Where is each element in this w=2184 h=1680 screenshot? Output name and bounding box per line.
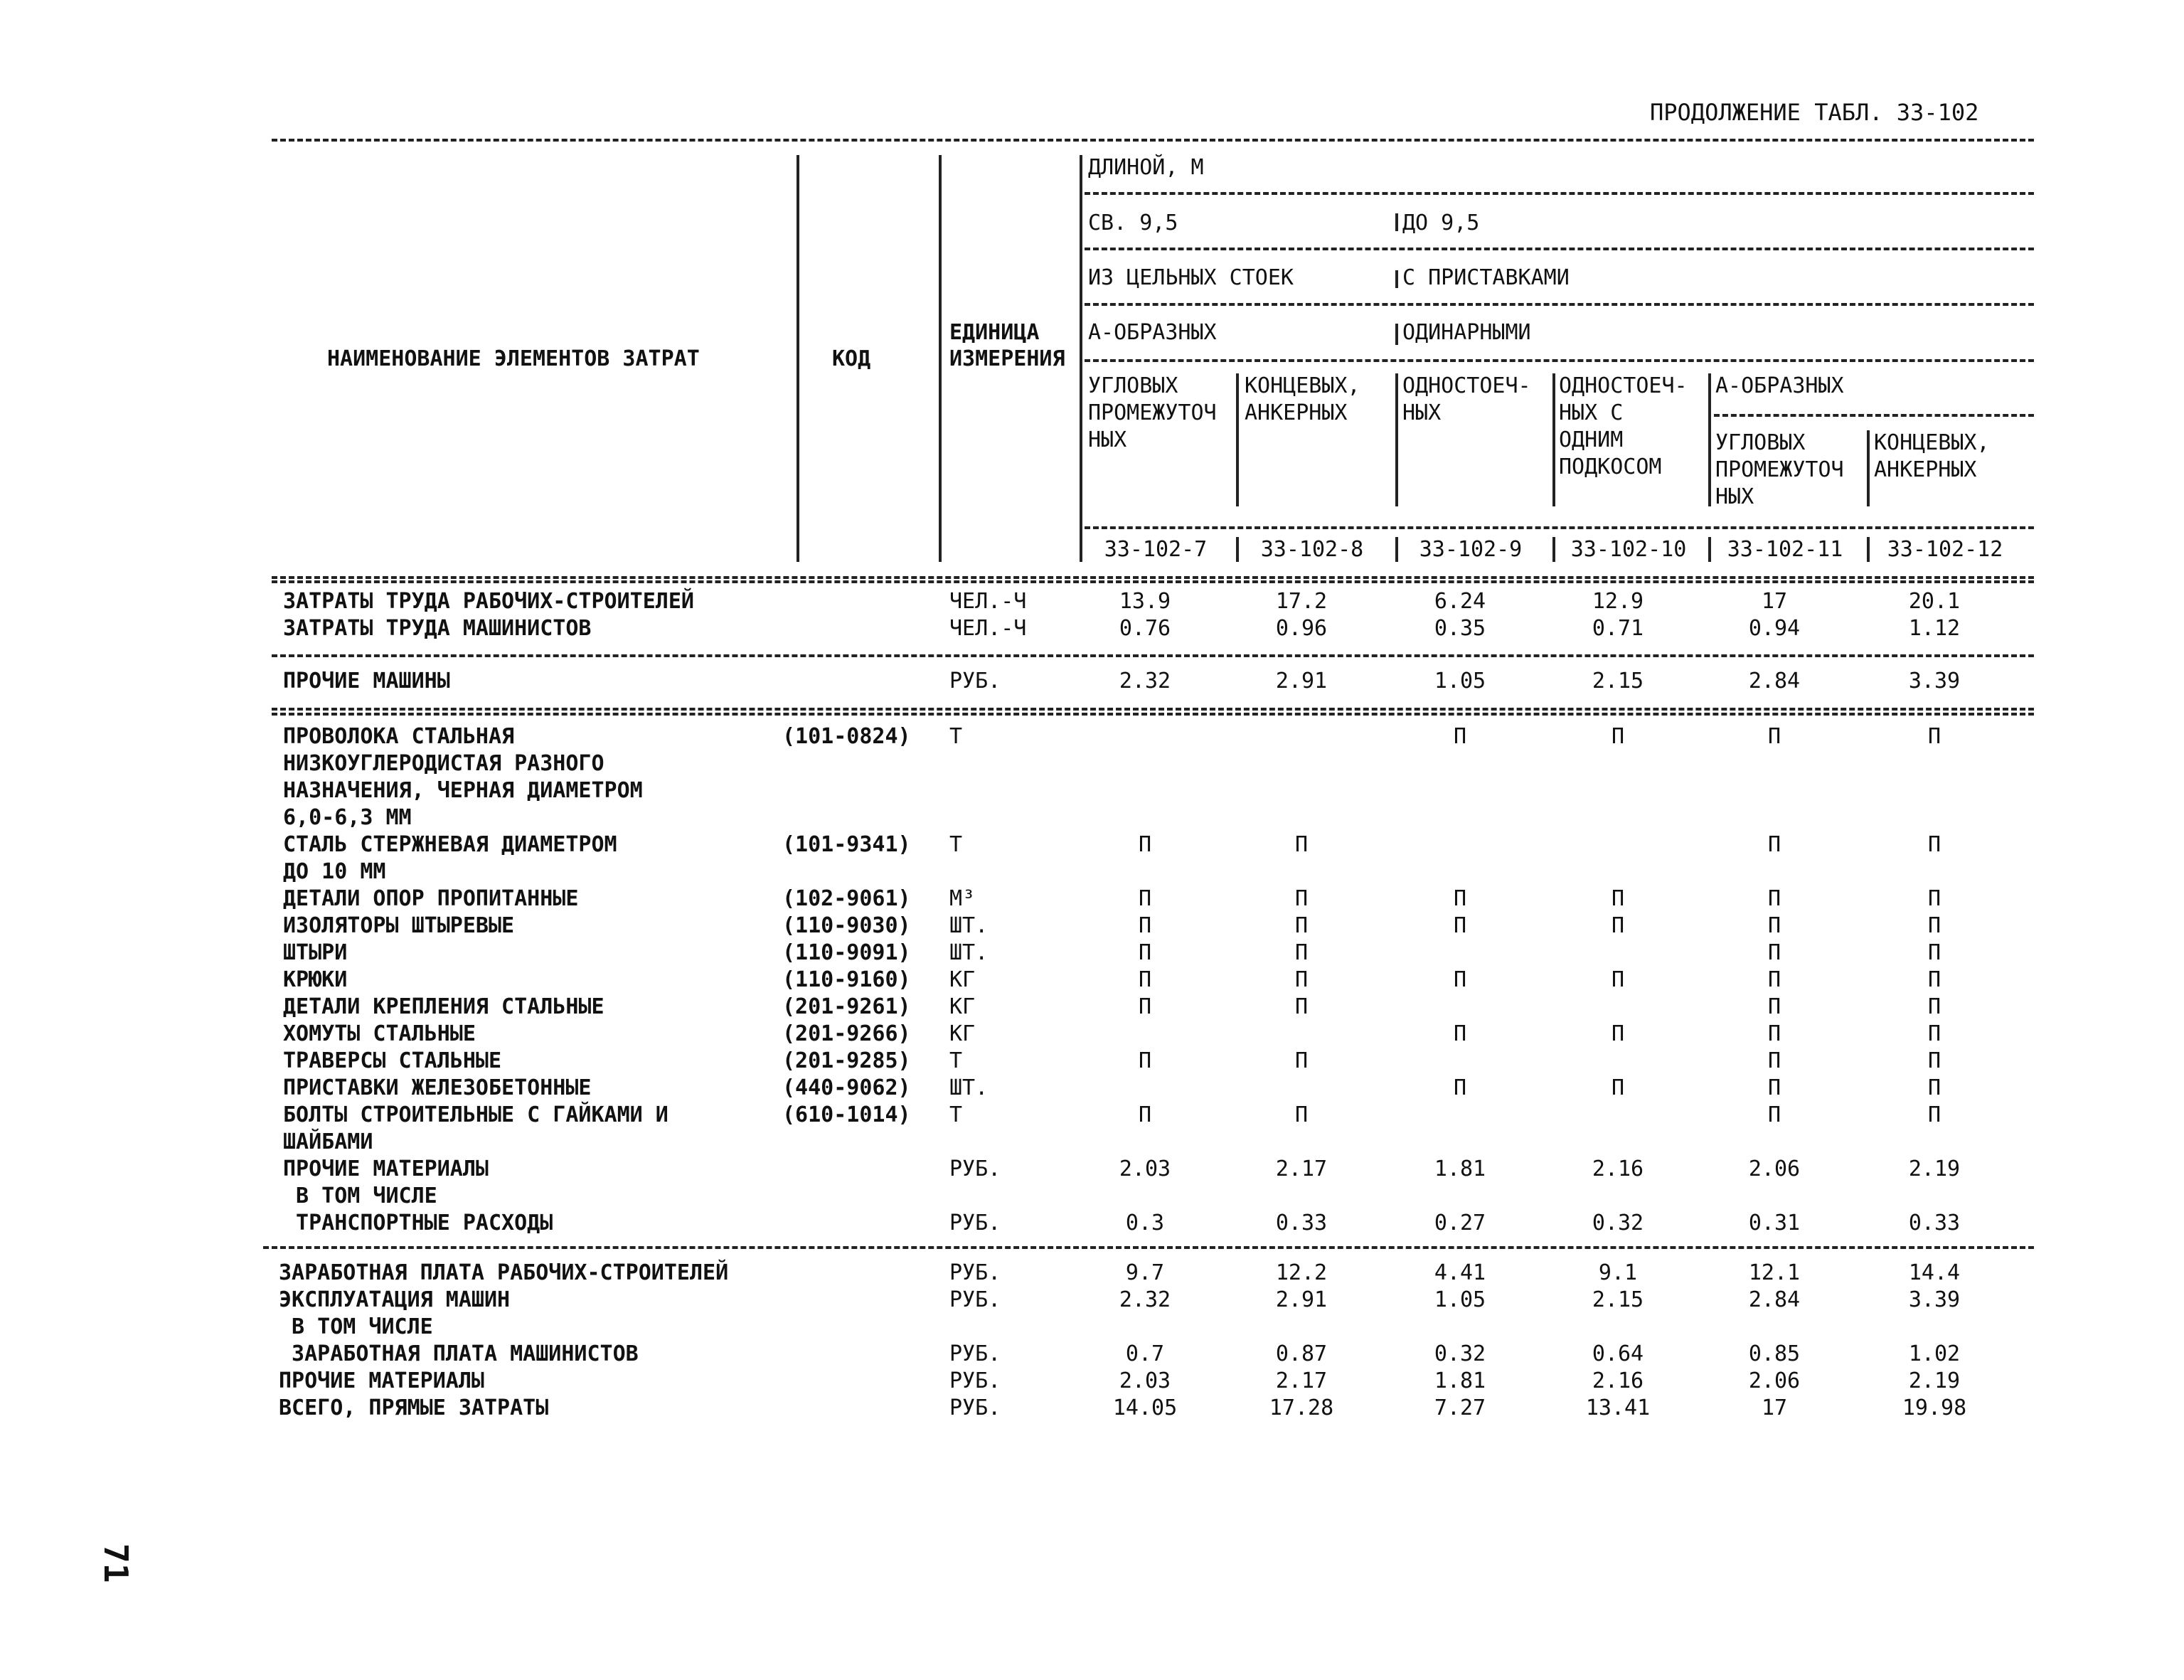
material-name-line: НИЗКОУГЛЕРОДИСТАЯ РАЗНОГО: [283, 751, 604, 776]
material-unit: КГ: [949, 994, 976, 1019]
header-col4-line: ОДНИМ: [1559, 427, 1624, 452]
value-cell: П: [1927, 1048, 1941, 1073]
material-code: (110-9160): [782, 967, 911, 992]
value-cell: 0.87: [1275, 1341, 1328, 1366]
value-cell: П: [1611, 724, 1625, 749]
column-divider: [1080, 155, 1082, 562]
value-cell: 2.15: [1592, 1287, 1644, 1312]
value-cell: 2.15: [1592, 669, 1644, 693]
value-cell: 2.84: [1748, 1287, 1801, 1312]
dashed-rule: [1085, 526, 2034, 529]
value-cell: П: [1767, 886, 1781, 911]
dashed-rule: [1085, 359, 2034, 362]
value-cell: 2.17: [1275, 1157, 1328, 1181]
value-cell: 13.41: [1585, 1395, 1651, 1420]
value-cell: П: [1767, 724, 1781, 749]
value-cell: П: [1138, 940, 1152, 965]
value-cell: П: [1294, 913, 1309, 938]
header-col6-line: АНКЕРНЫХ: [1874, 457, 1977, 482]
value-cell: П: [1453, 1075, 1467, 1100]
header-col3-line: ОДНОСТОЕЧ-: [1402, 373, 1531, 398]
value-cell: П: [1767, 1075, 1781, 1100]
value-cell: 0.33: [1908, 1211, 1961, 1235]
material-code: (610-1014): [782, 1102, 911, 1127]
material-name-line: ПРИСТАВКИ ЖЕЛЕЗОБЕТОННЫЕ: [283, 1075, 592, 1100]
material-unit: РУБ.: [949, 1211, 1001, 1235]
value-cell: 7.27: [1434, 1395, 1486, 1420]
value-cell: П: [1453, 886, 1467, 911]
material-code: (102-9061): [782, 886, 911, 911]
material-code: (440-9062): [782, 1075, 911, 1100]
value-cell: П: [1138, 832, 1152, 857]
value-cell: 9.7: [1125, 1260, 1165, 1285]
value-cell: 1.05: [1434, 669, 1486, 693]
column-divider: [1867, 537, 1870, 562]
value-cell: 2.91: [1275, 669, 1328, 693]
value-cell: 14.05: [1112, 1395, 1178, 1420]
header-norm-code: 33-102-10: [1570, 537, 1687, 562]
material-code: (201-9285): [782, 1048, 911, 1073]
value-cell: П: [1611, 913, 1625, 938]
value-cell: П: [1611, 1075, 1625, 1100]
value-cell: П: [1138, 967, 1152, 992]
value-cell: 2.06: [1748, 1368, 1801, 1393]
dashed-rule: [263, 1246, 2034, 1249]
value-cell: 13.9: [1119, 589, 1171, 614]
header-over: СВ. 9,5: [1088, 211, 1178, 235]
material-unit: ШТ.: [949, 913, 989, 938]
value-cell: 0.85: [1748, 1341, 1801, 1366]
dashed-rule: [1085, 303, 2034, 306]
labor-row-unit: ЧЕЛ.-Ч: [949, 616, 1027, 641]
header-norm-code: 33-102-8: [1260, 537, 1364, 562]
header-norm-code: 33-102-9: [1419, 537, 1523, 562]
material-name-line: ШАЙБАМИ: [283, 1129, 373, 1154]
value-cell: П: [1927, 1021, 1941, 1046]
material-name-line: 6,0-6,3 ММ: [283, 805, 412, 830]
value-cell: 1.12: [1908, 616, 1961, 641]
dashed-rule: [272, 708, 2034, 711]
value-cell: 0.71: [1592, 616, 1644, 641]
column-divider: [1236, 373, 1239, 506]
value-cell: П: [1767, 940, 1781, 965]
column-divider: [1552, 373, 1555, 506]
header-col2-line: КОНЦЕВЫХ,: [1245, 373, 1360, 398]
value-cell: 17: [1761, 589, 1788, 614]
column-divider: [939, 155, 942, 562]
machines-row-name: ПРОЧИЕ МАШИНЫ: [283, 669, 450, 693]
value-cell: 0.96: [1275, 616, 1328, 641]
column-divider: [1395, 373, 1398, 506]
column-divider: [1867, 430, 1870, 506]
dashed-rule: [272, 713, 2034, 716]
value-cell: П: [1611, 967, 1625, 992]
value-cell: 12.2: [1275, 1260, 1328, 1285]
value-cell: П: [1611, 1021, 1625, 1046]
material-name-line: ШТЫРИ: [283, 940, 348, 965]
material-name-line: В ТОМ ЧИСЛЕ: [283, 1184, 437, 1208]
material-name-line: СТАЛЬ СТЕРЖНЕВАЯ ДИАМЕТРОМ: [283, 832, 617, 857]
column-divider: [797, 155, 799, 562]
value-cell: 9.1: [1598, 1260, 1638, 1285]
summary-row-name: ЗАРАБОТНАЯ ПЛАТА РАБОЧИХ-СТРОИТЕЛЕЙ: [279, 1260, 729, 1285]
material-unit: Т: [949, 1102, 963, 1127]
value-cell: П: [1138, 1102, 1152, 1127]
dashed-rule: [1085, 192, 2034, 195]
value-cell: П: [1927, 724, 1941, 749]
header-length: ДЛИНОЙ, М: [1088, 155, 1204, 180]
value-cell: П: [1767, 967, 1781, 992]
value-cell: П: [1767, 832, 1781, 857]
page-number: 71: [97, 1543, 135, 1583]
value-cell: 0.94: [1748, 616, 1801, 641]
column-divider: [1708, 373, 1711, 506]
value-cell: 2.03: [1119, 1368, 1171, 1393]
summary-row-unit: РУБ.: [949, 1260, 1001, 1285]
value-cell: П: [1453, 967, 1467, 992]
material-name-line: КРЮКИ: [283, 967, 348, 992]
value-cell: 2.19: [1908, 1368, 1961, 1393]
summary-row-unit: РУБ.: [949, 1287, 1001, 1312]
value-cell: 0.32: [1434, 1341, 1486, 1366]
value-cell: П: [1767, 1048, 1781, 1073]
header-norm-code: 33-102-12: [1887, 537, 2003, 562]
value-cell: П: [1294, 832, 1309, 857]
value-cell: 2.03: [1119, 1157, 1171, 1181]
value-cell: 2.32: [1119, 669, 1171, 693]
summary-row-name: ЭКСПЛУАТАЦИЯ МАШИН: [279, 1287, 511, 1312]
value-cell: П: [1294, 994, 1309, 1019]
material-unit: КГ: [949, 967, 976, 992]
value-cell: П: [1927, 940, 1941, 965]
material-name-line: ДЕТАЛИ КРЕПЛЕНИЯ СТАЛЬНЫЕ: [283, 994, 604, 1019]
material-code: (201-9266): [782, 1021, 911, 1046]
material-code: (110-9030): [782, 913, 911, 938]
header-col5-line: УГЛОВЫХ: [1715, 430, 1806, 455]
column-divider: [1395, 324, 1398, 345]
value-cell: П: [1294, 1102, 1309, 1127]
value-cell: 0.64: [1592, 1341, 1644, 1366]
header-col3-line: НЫХ: [1402, 400, 1442, 425]
value-cell: П: [1767, 913, 1781, 938]
value-cell: 0.3: [1125, 1211, 1165, 1235]
dashed-rule: [272, 576, 2034, 579]
material-name-line: ХОМУТЫ СТАЛЬНЫЕ: [283, 1021, 476, 1046]
summary-row-name: В ТОМ ЧИСЛЕ: [279, 1314, 433, 1339]
value-cell: 0.32: [1592, 1211, 1644, 1235]
header-col4-line: НЫХ С: [1559, 400, 1624, 425]
value-cell: П: [1453, 913, 1467, 938]
labor-row-name: ЗАТРАТЫ ТРУДА МАШИНИСТОВ: [283, 616, 592, 641]
summary-row-name: ЗАРАБОТНАЯ ПЛАТА МАШИНИСТОВ: [279, 1341, 639, 1366]
column-divider: [1395, 270, 1398, 288]
header-single: ОДИНАРНЫМИ: [1402, 320, 1531, 345]
material-name-line: БОЛТЫ СТРОИТЕЛЬНЫЕ С ГАЙКАМИ И: [283, 1102, 668, 1127]
material-code: (201-9261): [782, 994, 911, 1019]
value-cell: 19.98: [1902, 1395, 1967, 1420]
summary-row-name: ПРОЧИЕ МАТЕРИАЛЫ: [279, 1368, 484, 1393]
value-cell: П: [1927, 1102, 1941, 1127]
value-cell: П: [1927, 994, 1941, 1019]
material-code: (110-9091): [782, 940, 911, 965]
value-cell: 17.28: [1269, 1395, 1334, 1420]
header-upto: ДО 9,5: [1402, 211, 1480, 235]
value-cell: 3.39: [1908, 1287, 1961, 1312]
material-name-line: ТРАВЕРСЫ СТАЛЬНЫЕ: [283, 1048, 502, 1073]
material-unit: М³: [949, 886, 976, 911]
value-cell: 1.81: [1434, 1157, 1486, 1181]
value-cell: 17.2: [1275, 589, 1328, 614]
value-cell: П: [1927, 832, 1941, 857]
value-cell: 1.02: [1908, 1341, 1961, 1366]
value-cell: П: [1927, 913, 1941, 938]
material-name-line: НАЗНАЧЕНИЯ, ЧЕРНАЯ ДИАМЕТРОМ: [283, 778, 643, 803]
value-cell: П: [1453, 724, 1467, 749]
value-cell: 12.1: [1748, 1260, 1801, 1285]
dashed-rule: [272, 580, 2034, 583]
value-cell: П: [1138, 1048, 1152, 1073]
value-cell: 12.9: [1592, 589, 1644, 614]
value-cell: П: [1927, 967, 1941, 992]
material-unit: ШТ.: [949, 1075, 989, 1100]
labor-row-unit: ЧЕЛ.-Ч: [949, 589, 1027, 614]
value-cell: 2.16: [1592, 1157, 1644, 1181]
summary-row-unit: РУБ.: [949, 1368, 1001, 1393]
material-unit: КГ: [949, 1021, 976, 1046]
value-cell: 1.81: [1434, 1368, 1486, 1393]
material-unit: ШТ.: [949, 940, 989, 965]
header-a-frame-2: А-ОБРАЗНЫХ: [1715, 373, 1844, 398]
value-cell: 0.7: [1125, 1341, 1165, 1366]
continuation-title: ПРОДОЛЖЕНИЕ ТАБЛ. 33-102: [1650, 99, 1979, 126]
material-name-line: ИЗОЛЯТОРЫ ШТЫРЕВЫЕ: [283, 913, 515, 938]
value-cell: 2.17: [1275, 1368, 1328, 1393]
header-unit-line-1: ЕДИНИЦА: [949, 320, 1040, 345]
value-cell: П: [1767, 994, 1781, 1019]
value-cell: 2.06: [1748, 1157, 1801, 1181]
material-name-line: ДО 10 ММ: [283, 859, 386, 884]
value-cell: П: [1294, 940, 1309, 965]
material-code: (101-0824): [782, 724, 911, 749]
value-cell: 2.16: [1592, 1368, 1644, 1393]
dashed-rule: [1714, 414, 2034, 417]
dashed-rule: [1085, 248, 2034, 250]
material-name-line: ДЕТАЛИ ОПОР ПРОПИТАННЫЕ: [283, 886, 579, 911]
header-col4-line: ПОДКОСОМ: [1559, 454, 1662, 479]
value-cell: П: [1767, 1021, 1781, 1046]
value-cell: 0.27: [1434, 1211, 1486, 1235]
summary-row-unit: РУБ.: [949, 1341, 1001, 1366]
value-cell: 2.84: [1748, 669, 1801, 693]
value-cell: П: [1611, 886, 1625, 911]
header-norm-code: 33-102-11: [1727, 537, 1843, 562]
summary-row-name: ВСЕГО, ПРЯМЫЕ ЗАТРАТЫ: [279, 1395, 549, 1420]
header-name-column: НАИМЕНОВАНИЕ ЭЛЕМЕНТОВ ЗАТРАТ: [327, 346, 700, 371]
material-unit: Т: [949, 832, 963, 857]
value-cell: 14.4: [1908, 1260, 1961, 1285]
header-with-attachments: С ПРИСТАВКАМИ: [1402, 265, 1570, 290]
value-cell: 2.91: [1275, 1287, 1328, 1312]
value-cell: 2.19: [1908, 1157, 1961, 1181]
header-col1-line: НЫХ: [1088, 427, 1127, 452]
header-code-column: КОД: [832, 346, 871, 371]
header-col6-line: КОНЦЕВЫХ,: [1874, 430, 1990, 455]
value-cell: 2.32: [1119, 1287, 1171, 1312]
value-cell: П: [1927, 886, 1941, 911]
value-cell: 6.24: [1434, 589, 1486, 614]
value-cell: 0.33: [1275, 1211, 1328, 1235]
dashed-rule: [272, 139, 2034, 142]
machines-row-unit: РУБ.: [949, 669, 1001, 693]
dashed-rule: [272, 654, 2034, 657]
header-unit-line-2: ИЗМЕРЕНИЯ: [949, 346, 1065, 371]
material-unit: Т: [949, 1048, 963, 1073]
value-cell: П: [1138, 886, 1152, 911]
material-name-line: ПРОВОЛОКА СТАЛЬНАЯ: [283, 724, 515, 749]
material-name-line: ПРОЧИЕ МАТЕРИАЛЫ: [283, 1157, 489, 1181]
value-cell: 20.1: [1908, 589, 1961, 614]
value-cell: П: [1294, 1048, 1309, 1073]
labor-row-name: ЗАТРАТЫ ТРУДА РАБОЧИХ-СТРОИТЕЛЕЙ: [283, 589, 694, 614]
value-cell: 0.76: [1119, 616, 1171, 641]
value-cell: П: [1138, 913, 1152, 938]
value-cell: 4.41: [1434, 1260, 1486, 1285]
column-divider: [1395, 213, 1398, 231]
value-cell: П: [1453, 1021, 1467, 1046]
header-col2-line: АНКЕРНЫХ: [1245, 400, 1348, 425]
header-col1-line: ПРОМЕЖУТОЧ: [1088, 400, 1217, 425]
value-cell: П: [1138, 994, 1152, 1019]
header-col1-line: УГЛОВЫХ: [1088, 373, 1178, 398]
header-col5-line: ПРОМЕЖУТОЧ: [1715, 457, 1844, 482]
header-solid-posts: ИЗ ЦЕЛЬНЫХ СТОЕК: [1088, 265, 1294, 290]
value-cell: П: [1927, 1075, 1941, 1100]
material-name-line: ТРАНСПОРТНЫЕ РАСХОДЫ: [283, 1211, 553, 1235]
summary-row-unit: РУБ.: [949, 1395, 1001, 1420]
material-unit: Т: [949, 724, 963, 749]
value-cell: П: [1767, 1102, 1781, 1127]
value-cell: П: [1294, 886, 1309, 911]
material-unit: РУБ.: [949, 1157, 1001, 1181]
value-cell: 0.31: [1748, 1211, 1801, 1235]
material-code: (101-9341): [782, 832, 911, 857]
header-norm-code: 33-102-7: [1104, 537, 1208, 562]
value-cell: 3.39: [1908, 669, 1961, 693]
value-cell: 0.35: [1434, 616, 1486, 641]
value-cell: 17: [1761, 1395, 1788, 1420]
header-col5-line: НЫХ: [1715, 484, 1754, 509]
value-cell: 1.05: [1434, 1287, 1486, 1312]
value-cell: П: [1294, 967, 1309, 992]
header-a-frame: А-ОБРАЗНЫХ: [1088, 320, 1217, 345]
header-col4-line: ОДНОСТОЕЧ-: [1559, 373, 1688, 398]
